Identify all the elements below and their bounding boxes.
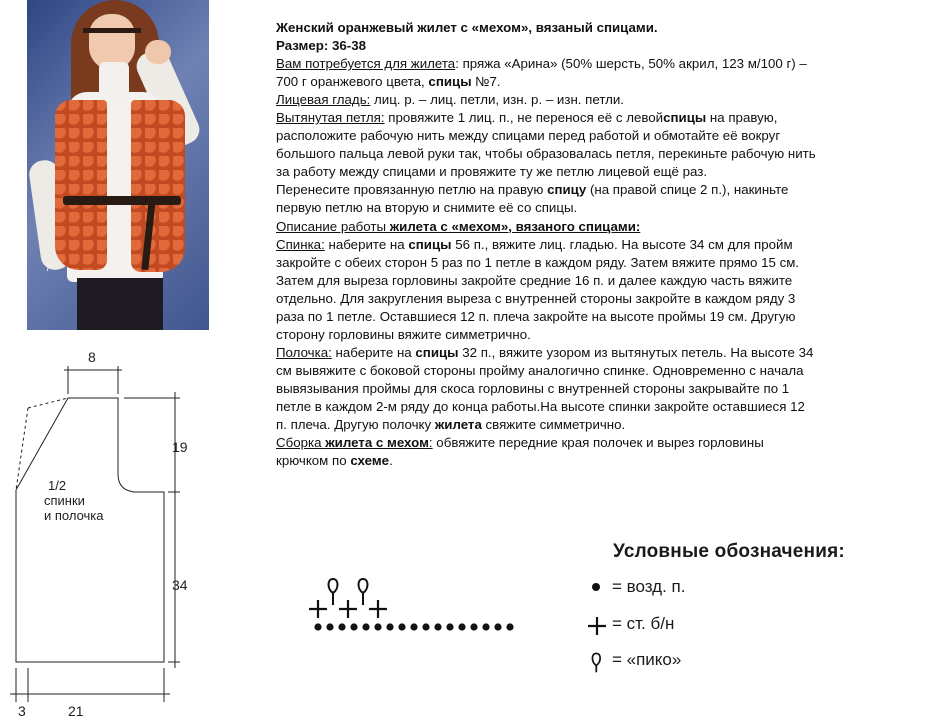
stockinette-label: Лицевая гладь:: [276, 92, 371, 108]
chain-stitch: [338, 623, 345, 630]
stockinette-line: Лицевая гладь: лиц. р. – лиц. петли, изн. р. – изн. петли.: [276, 92, 625, 108]
instructions: [276, 19, 926, 470]
pattern-diagram: [0, 342, 240, 720]
single-crochet: [369, 600, 387, 618]
chain-stitch: [434, 623, 441, 630]
materials-line-2: 700 г оранжевого цвета, спицы №7.: [276, 74, 501, 90]
model-photo: [27, 0, 209, 330]
chain-stitch: [326, 623, 333, 630]
chain-stitch: [362, 623, 369, 630]
photo-caption: 7: [45, 262, 52, 274]
chain-stitch: [374, 623, 381, 630]
back-edge: [16, 408, 28, 490]
front-line-5: п. плеча. Другую полочку жилета свяжите симметрично.: [276, 417, 626, 433]
chain-stitch: [482, 623, 489, 630]
chain-stitch: [398, 623, 405, 630]
loop-label: Вытянутая петля:: [276, 110, 385, 126]
size: Размер: 36-38: [276, 38, 367, 54]
chain-stitch: [410, 623, 417, 630]
chain-stitch: [422, 623, 429, 630]
back-line-2: закройте с обеих сторон 5 раз по 1 петле в каждом ряду. Затем вяжите прямо 15 см.: [276, 254, 800, 270]
dim-bottom-left: 3: [18, 703, 26, 719]
page-title: Женский оранжевый жилет с «мехом», вязаный спицами.: [276, 20, 658, 35]
loop-line-6: первую петлю на вторую и снимите её со спицы.: [276, 200, 578, 216]
dim-armhole: 19: [172, 439, 188, 455]
front-line-1: Полочка: наберите на спицы 32 п., вяжите узором из вытянутых петель. На высоте 34: [276, 344, 814, 360]
assembly-line-1: Сборка жилета с мехом: обвяжите передние края полочек и вырез горловины: [276, 435, 764, 451]
back-line-5: раза по 1 петле. Оставшиеся 12 п. плеча закройте на высоте проймы 19 см. Другую: [276, 308, 796, 324]
back-neckline: [28, 398, 68, 408]
assembly-label: Сборка жилета с мехом:: [276, 435, 433, 451]
plus-icon: [586, 614, 610, 638]
materials-label: Вам потребуется для жилета: [276, 56, 456, 72]
chain-stitch: [470, 623, 477, 630]
front-line-4: петле в каждом 2-м ряду до конца работы.На высоте спинки закройте оставшиеся 12: [276, 398, 805, 414]
front-line-3: вывязывания проймы для скоса горловины с внутренней стороны закрывайте по 1: [276, 380, 790, 396]
back-line-1: Спинка: наберите на спицы 56 п., вяжите лиц. гладью. На высоте 34 см для пройм: [276, 236, 793, 252]
chain-stitch: [386, 623, 393, 630]
dim-bottom-right: 21: [68, 703, 84, 719]
loop-line-4: за работу между спицами и провяжите ту же петлю лицевой ещё раз.: [276, 164, 708, 180]
chain-stitch: [446, 623, 453, 630]
assembly-line-2: крючком по схеме.: [276, 453, 393, 469]
materials-line-1: Вам потребуется для жилета: пряжа «Арина» (50% шерсть, 50% акрил, 123 м/100 г) –: [276, 56, 807, 72]
pattern-label-1: 1/2: [48, 478, 67, 493]
loop-line-2: расположите рабочую нить между спицами перед работой и обмотайте её вокруг: [276, 128, 781, 144]
chain-stitch: [314, 623, 321, 630]
chain-stitch: [506, 623, 513, 630]
single-crochet: [309, 600, 327, 618]
front-label: Полочка:: [276, 344, 332, 360]
dot-icon: [586, 577, 610, 601]
front-line-2: см вывяжите с боковой стороны пройму аналогично спинке. Одновременно с начала: [276, 362, 804, 378]
loop-line-3: большого пальца левой руки так, чтобы образовалась петля, перекиньте рабочую нить: [276, 146, 816, 162]
dim-body: 34: [172, 577, 188, 593]
back-line-4: отдельно. Для закругления выреза с внутренней стороны закройте в каждом ряду 3: [276, 290, 796, 306]
loop-line-1: Вытянутая петля: провяжите 1 лиц. п., не перенося её с левойспицы на правую,: [276, 110, 778, 126]
chain-stitch: [350, 623, 357, 630]
back-label: Спинка:: [276, 236, 325, 252]
loop-line-5: Перенесите провязанную петлю на правую спицу (на правой спице 2 п.), накиньте: [276, 182, 789, 198]
pattern-outline: [16, 398, 164, 662]
back-line-6: сторону горловины вяжите симметрично.: [276, 326, 531, 342]
pattern-label-2: спинки: [44, 493, 85, 508]
chain-stitch: [494, 623, 501, 630]
chain-stitch: [458, 623, 465, 630]
single-crochet: [339, 600, 357, 618]
picot-icon: [586, 650, 610, 674]
dim-top: 8: [88, 349, 96, 365]
back-line-3: Затем для выреза горловины закройте средние 16 п. и далее каждую часть вяжите: [276, 272, 793, 288]
picot: [329, 579, 338, 605]
description-heading: Описание работы жилета с «мехом», вязаного спицами:: [276, 218, 641, 234]
pattern-label-3: и полочка: [44, 508, 104, 523]
picot: [359, 579, 368, 605]
legend-title: Условные обозначения:: [613, 541, 845, 562]
crochet-edging-chart: [304, 575, 524, 641]
